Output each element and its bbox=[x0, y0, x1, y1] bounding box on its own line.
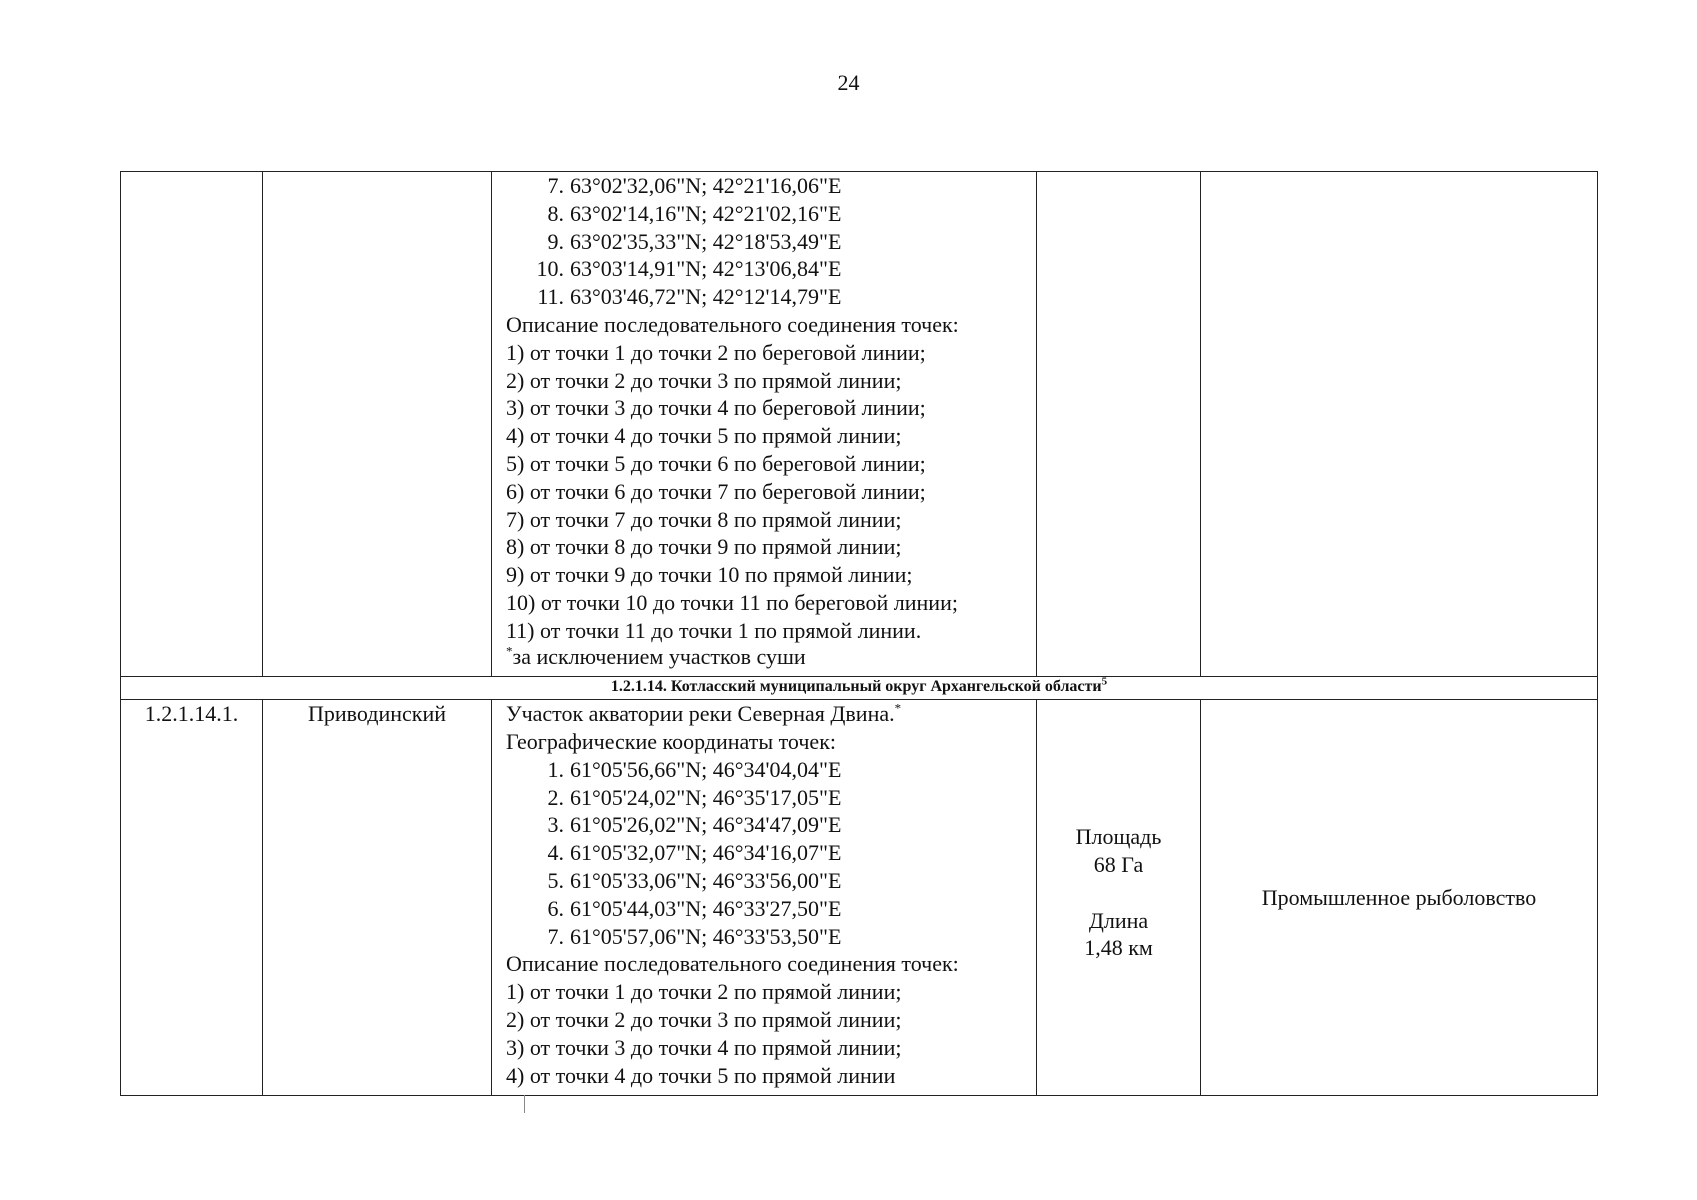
usage-cell-empty bbox=[1201, 172, 1598, 677]
heading-footnote-mark: * bbox=[894, 700, 902, 716]
section-title-text: 1.2.1.14. Котласский муниципальный округ Архангельской области bbox=[610, 678, 1102, 696]
table-row bbox=[121, 700, 1598, 1096]
area-value: 68 Га bbox=[1093, 852, 1144, 878]
coordinate-line: 6. 61°05'44,03"N; 46°33'27,50"E bbox=[547, 895, 842, 921]
connection-line: 2) от точки 2 до точки 3 по прямой линии; bbox=[506, 1007, 902, 1033]
coordinate-line: 9. 63°02'35,33"N; 42°18'53,49"E bbox=[547, 228, 842, 254]
coordinates-title: Географические координаты точек: bbox=[506, 729, 836, 755]
size-cell bbox=[1037, 700, 1201, 1096]
length-value: 1,48 км bbox=[1084, 935, 1153, 961]
name-cell-empty bbox=[263, 172, 492, 677]
connection-line: 1) от точки 1 до точки 2 по прямой линии; bbox=[506, 979, 902, 1005]
connection-line: 3) от точки 3 до точки 4 по береговой линии; bbox=[506, 395, 926, 421]
entry-number: 1.2.1.14.1. bbox=[121, 700, 263, 1096]
entry-heading-text: Участок акватории реки Северная Двина. bbox=[506, 701, 895, 727]
coordinate-line: 8. 63°02'14,16"N; 42°21'02,16"E bbox=[547, 200, 842, 226]
section-title bbox=[121, 677, 1598, 700]
coordinate-line: 4. 61°05'32,07"N; 46°34'16,07"E bbox=[547, 840, 842, 866]
connection-line: 8) от точки 8 до точки 9 по прямой линии; bbox=[506, 534, 902, 560]
footnote-line bbox=[506, 643, 1036, 671]
description-title: Описание последовательного соединения точек: bbox=[506, 311, 959, 337]
description-title: Описание последовательного соединения точек: bbox=[506, 951, 959, 977]
connection-line: 9) от точки 9 до точки 10 по прямой линии; bbox=[506, 562, 913, 588]
scan-artifact-line bbox=[524, 1095, 525, 1113]
continued-table-row bbox=[121, 172, 1598, 677]
connection-line: 6) от точки 6 до точки 7 по береговой линии; bbox=[506, 478, 926, 504]
section-row bbox=[121, 677, 1598, 700]
connection-line: 5) от точки 5 до точки 6 по береговой линии; bbox=[506, 450, 926, 476]
description-cell bbox=[492, 172, 1037, 677]
entry-name: Приводинский bbox=[263, 700, 492, 1096]
area-label: Площадь bbox=[1075, 824, 1162, 850]
entry-heading bbox=[506, 700, 1036, 728]
description-cell bbox=[492, 700, 1037, 1096]
connection-line: 10) от точки 10 до точки 11 по береговой линии; bbox=[506, 589, 958, 615]
connection-line: 4) от точки 4 до точки 5 по прямой линии bbox=[506, 1062, 896, 1088]
number-cell-empty bbox=[121, 172, 263, 677]
fishing-areas-table bbox=[120, 171, 1598, 1096]
coordinate-line: 11. 63°03'46,72"N; 42°12'14,79"E bbox=[537, 284, 842, 310]
connection-line: 4) от точки 4 до точки 5 по прямой линии; bbox=[506, 423, 902, 449]
coordinate-line: 7. 61°05'57,06"N; 46°33'53,50"E bbox=[547, 923, 842, 949]
connection-line: 1) от точки 1 до точки 2 по береговой линии; bbox=[506, 339, 926, 365]
connection-line: 11) от точки 11 до точки 1 по прямой линии. bbox=[506, 617, 922, 643]
page-number: 24 bbox=[837, 70, 860, 95]
coordinate-line: 2. 61°05'24,02"N; 46°35'17,05"E bbox=[547, 784, 842, 810]
coordinate-line: 3. 61°05'26,02"N; 46°34'47,09"E bbox=[547, 812, 842, 838]
connection-line: 2) от точки 2 до точки 3 по прямой линии; bbox=[506, 367, 902, 393]
section-footnote-ref: 5 bbox=[1101, 675, 1108, 688]
size-cell-empty bbox=[1037, 172, 1201, 677]
connection-line: 7) от точки 7 до точки 8 по прямой линии; bbox=[506, 506, 902, 532]
coordinate-line: 10. 63°03'14,91"N; 42°13'06,84"E bbox=[536, 256, 842, 282]
length-label: Длина bbox=[1088, 907, 1149, 933]
usage-cell: Промышленное рыболовство bbox=[1201, 700, 1598, 1096]
footnote-text: за исключением участков суши bbox=[512, 643, 806, 669]
coordinate-line: 1. 61°05'56,66"N; 46°34'04,04"E bbox=[547, 756, 842, 782]
coordinate-line: 7. 63°02'32,06"N; 42°21'16,06"E bbox=[547, 173, 842, 198]
connection-line: 3) от точки 3 до точки 4 по прямой линии; bbox=[506, 1034, 902, 1060]
coordinate-line: 5. 61°05'33,06"N; 46°33'56,00"E bbox=[547, 868, 842, 894]
footnote-mark: * bbox=[506, 643, 513, 659]
